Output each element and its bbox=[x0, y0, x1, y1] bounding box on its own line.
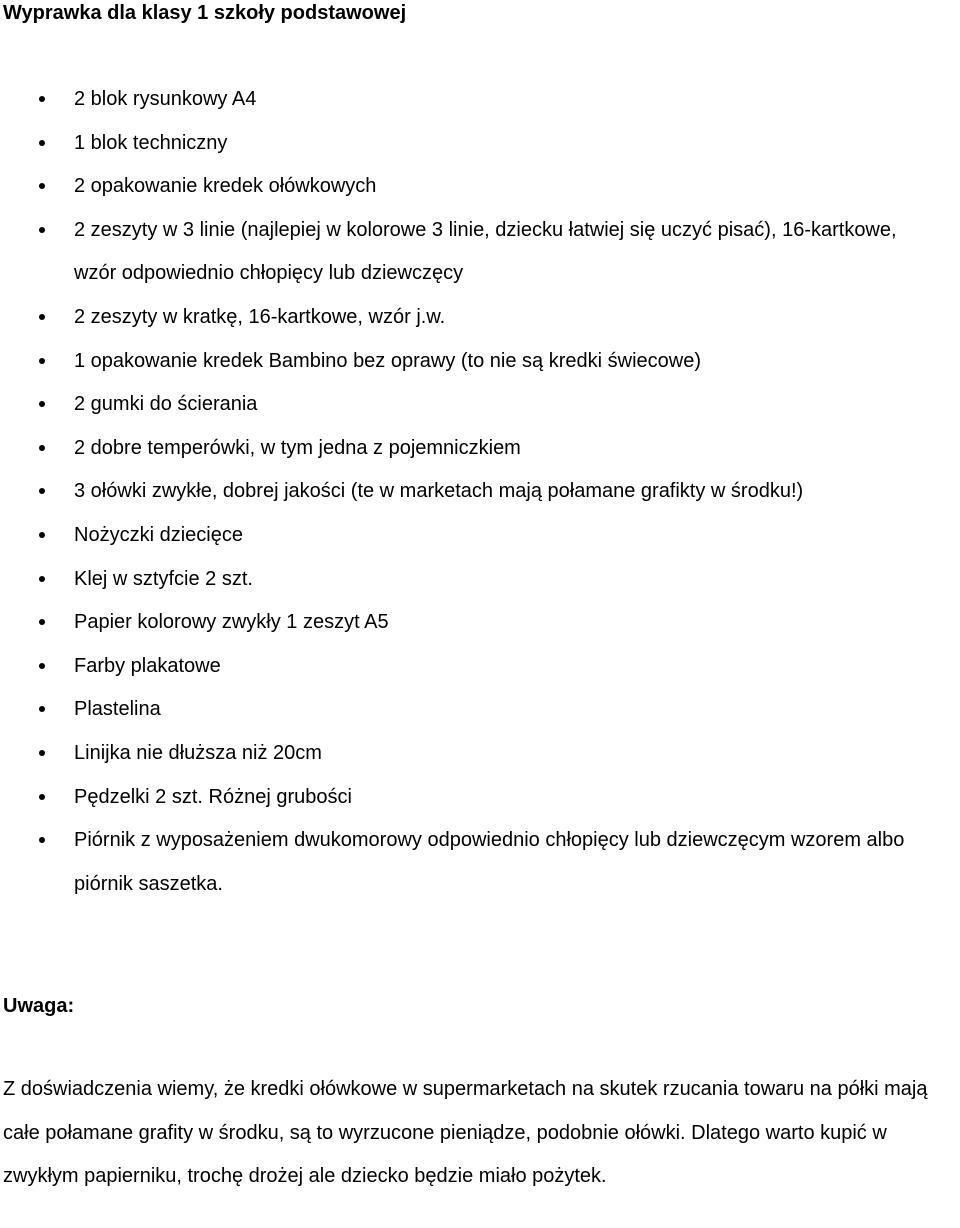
list-item-text: 1 opakowanie kredek Bambino bez oprawy (to nie są kredki świecowe) bbox=[74, 349, 701, 372]
bullet-icon bbox=[39, 227, 45, 233]
list-item bbox=[0, 688, 960, 732]
list-item bbox=[0, 296, 960, 340]
list-item bbox=[0, 427, 960, 471]
note-paragraph: Z doświadczenia wiemy, że kredki ołówkowe w supermarketach na skutek rzucania towaru na półki mają całe połamane grafity w środku, są to wyrzucone pieniądze, podobnie ołówki. Dlatego warto kupić w zwykłym papierniku, trochę drożej ale dziecko będzie miało pożytek. bbox=[3, 1078, 928, 1188]
list-item bbox=[0, 645, 960, 689]
list-item-text: 2 zeszyty w 3 linie (najlepiej w kolorowe 3 linie, dziecku łatwiej się uczyć pisać), 16-kartkowe, wzór odpowiednio chłopięcy lub dziewczęcy bbox=[74, 218, 897, 285]
list-item bbox=[0, 209, 960, 296]
list-item-text: Linijka nie dłuższa niż 20cm bbox=[74, 741, 322, 764]
document-title: Wyprawka dla klasy 1 szkoły podstawowej bbox=[3, 2, 407, 24]
list-item bbox=[0, 78, 960, 122]
list-item bbox=[0, 601, 960, 645]
bullet-icon bbox=[39, 794, 45, 800]
bullet-icon bbox=[39, 576, 45, 582]
list-item bbox=[0, 819, 960, 906]
list-item bbox=[0, 470, 960, 514]
list-item bbox=[0, 558, 960, 602]
list-item-text: Piórnik z wyposażeniem dwukomorowy odpowiednio chłopięcy lub dziewczęcym wzorem albo piórnik saszetka. bbox=[74, 829, 905, 895]
list-item-text: 2 dobre temperówki, w tym jedna z pojemniczkiem bbox=[74, 436, 521, 459]
bullet-icon bbox=[39, 314, 45, 320]
bullet-icon bbox=[39, 445, 45, 451]
list-item bbox=[0, 732, 960, 776]
bullet-icon bbox=[39, 532, 45, 538]
list-item bbox=[0, 165, 960, 209]
bullet-icon bbox=[39, 706, 45, 712]
bullet-icon bbox=[39, 837, 45, 843]
list-item-text: Plastelina bbox=[74, 698, 161, 721]
bullet-icon bbox=[39, 401, 45, 407]
bullet-icon bbox=[39, 750, 45, 756]
list-item bbox=[0, 776, 960, 820]
list-item bbox=[0, 514, 960, 558]
list-item-text: Pędzelki 2 szt. Różnej grubości bbox=[74, 785, 352, 808]
bullet-icon bbox=[39, 96, 45, 102]
list-item-text: 1 blok techniczny bbox=[74, 131, 228, 154]
list-item-text: 2 blok rysunkowy A4 bbox=[74, 88, 257, 110]
list-item-text: 2 gumki do ścierania bbox=[74, 393, 258, 416]
list-item-text: Papier kolorowy zwykły 1 zeszyt A5 bbox=[74, 611, 389, 634]
list-item bbox=[0, 383, 960, 427]
list-item-text: 2 zeszyty w kratkę, 16-kartkowe, wzór j.w. bbox=[74, 305, 446, 328]
list-item-text: 3 ołówki zwykłe, dobrej jakości (te w marketach mają połamane grafikty w środku!) bbox=[74, 480, 804, 503]
supplies-list bbox=[0, 78, 960, 906]
bullet-icon bbox=[39, 488, 45, 494]
bullet-icon bbox=[39, 619, 45, 625]
list-item-text: Farby plakatowe bbox=[74, 654, 221, 677]
list-item-text: Klej w sztyfcie 2 szt. bbox=[74, 567, 253, 590]
note-heading: Uwaga: bbox=[3, 995, 75, 1017]
list-item bbox=[0, 122, 960, 166]
bullet-icon bbox=[39, 140, 45, 146]
bullet-icon bbox=[39, 663, 45, 669]
list-item bbox=[0, 340, 960, 384]
bullet-icon bbox=[39, 183, 45, 189]
bullet-icon bbox=[39, 358, 45, 364]
list-item-text: 2 opakowanie kredek ołówkowych bbox=[74, 175, 377, 198]
list-item-text: Nożyczki dziecięce bbox=[74, 523, 243, 546]
